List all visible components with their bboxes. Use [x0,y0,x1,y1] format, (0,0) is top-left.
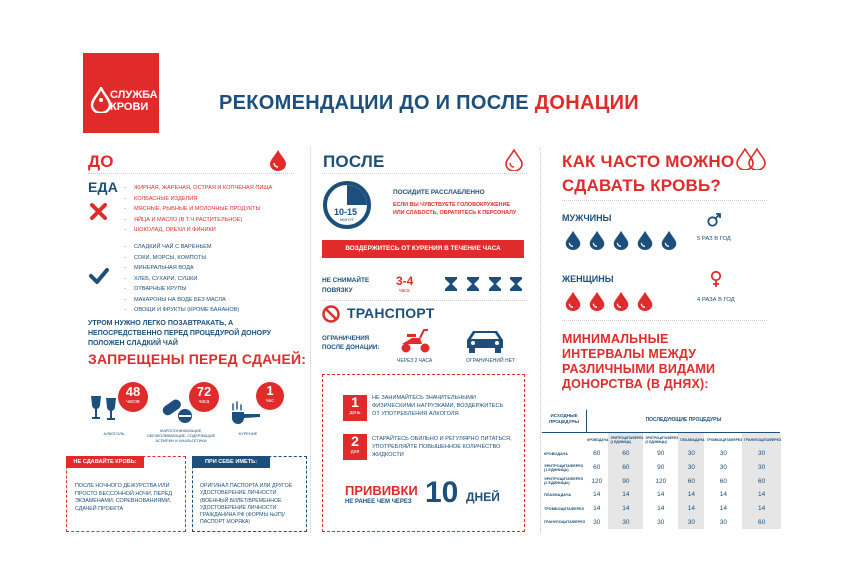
bandage-value: 3-4 [396,274,414,288]
table-cell: 120 [655,477,667,485]
table-cell: 14 [719,491,727,499]
day-2-badge [343,434,367,460]
table-cell: 14 [593,505,601,513]
timer-value: 10-15 [334,207,358,217]
forbidden-food-item: - МЯСНЫЕ, РЫБНЫЕ И МОЛОЧНЫЕ ПРОДУКТЫ [124,204,299,215]
alcohol-hours-unit: часов [126,399,140,405]
table-col-header: ПОСЛЕДУЮЩИЕ ПРОЦЕДУРЫ [645,417,722,423]
table-cell: 30 [608,515,643,529]
smoking-hours-value: 1 [266,383,274,398]
women-text: 4 РАЗА В ГОД [697,297,735,303]
table-cell: 30 [742,447,781,461]
before-divider [88,173,294,174]
women-label: ЖЕНЩИНЫ [562,274,614,284]
bring-heading: ПРИ СЕБЕ ИМЕТЬ: [192,456,270,468]
table-row-label: ТРОМБОЦИТАФЕРЕЗ [544,506,585,511]
car-label: ОГРАНИЧЕНИЙ НЕТ [466,358,515,364]
table-cell: 30 [719,464,727,472]
allowed-food-item: - ОВОЩИ И ФРУКТЫ (КРОМЕ БАНАНОВ) [124,305,299,316]
table-cell: 60 [719,477,727,485]
transport-restriction-label: ОГРАНИЧЕНИЯ ПОСЛЕ ДОНАЦИИ: [322,335,380,352]
table-row [542,474,781,488]
hourglass-row [443,276,523,297]
vaccines-unit: ДНЕЙ [466,490,500,504]
table-row [542,447,781,461]
blood-drop-icon [268,149,288,171]
blood-drop-icon [586,291,608,311]
blood-drop-icon [610,230,632,250]
timer-unit: МИНУТ [340,217,355,222]
table-cell: 30 [657,518,665,526]
painkillers-hours-unit: часа [198,399,210,405]
allowed-food-item: - ХЛЕБ, СУХАРИ, СУШКИ [124,274,299,285]
table-row [542,488,781,502]
allowed-food-item: - СЛАДКИЙ ЧАЙ С ВАРЕНЬЕМ [124,242,299,253]
forbidden-food-list [124,183,299,236]
table-cell: 30 [678,515,704,529]
table-head-row [542,433,781,447]
after-divider [322,173,527,174]
table-cell: 60 [593,450,601,458]
painkillers-badge [189,382,219,412]
table-row-label: ГРАНУЛОЦИТАФЕРЕЗ [544,520,586,525]
forbidden-food-item: - ЖИРНАЯ, ЖАРЕНАЯ, ОСТРАЯ И КОПЧЕНАЯ ПИЩА [124,183,299,194]
table-row [542,502,781,516]
table-cell: 30 [719,518,727,526]
column-divider-right [540,148,541,533]
page-title [219,92,639,115]
table-cell: 60 [742,515,781,529]
bring-text: ОРИГИНАЛ ПАСПОРТА ИЛИ ДРУГОЕ УДОСТОВЕРЕНИЕ ЛИЧНОСТИ (ВОЕННЫЙ БИЛЕТ/ВРЕМЕННОЕ УДОСТОВЕРЕНИЕ ЛИЧНОСТИ ГРАЖДАНИНА РФ (ФОРМЫ №2П)/ПАСПОРТ МОРЯКА) [200,483,293,526]
men-drops [562,230,682,255]
brand-name-line1: СЛУЖБА [110,89,158,101]
day-1-text: НЕ ЗАНИМАЙТЕСЬ ЗНАЧИТЕЛЬНЫМИ ФИЗИЧЕСКИМИ НАГРУЗКАМИ, ВОЗДЕРЖИТЕСЬ ОТ УПОТРЕБЛЕНИЯ АЛКОГОЛЯ [372,395,504,417]
allowed-food-list [124,242,299,316]
bring-box [192,456,307,532]
alcohol-badge [118,382,148,412]
table-row-label: КРОВОДАЧА [544,451,568,456]
logo-drop-icon [90,87,112,113]
smoking-badge [256,382,284,410]
intervals-table [542,410,780,529]
day-1-unit: день [349,410,361,416]
smoking-label: КУРЕНИЕ [238,431,258,436]
car-icon [464,326,506,354]
women-drops [562,291,658,316]
bandage-text: НЕ СНИМАЙТЕ ПОВЯЗКУ [322,277,370,294]
hourglass-icon [443,276,523,292]
table-cell: 30 [719,450,727,458]
allowed-food-item: - СОКИ, МОРСЫ, КОМПОТЫ [124,253,299,264]
men-text: 5 РАЗ В ГОД [697,236,731,242]
table-row-label: ЭРИТРОЦИТАФЕРЕЗ (1 ЕДИНИЦА) [544,463,584,472]
scooter-icon [398,328,432,354]
page-title-part2: ДОНАЦИИ [534,92,639,114]
smoking-restriction-bar: ВОЗДЕРЖИТЕСЬ ОТ КУРЕНИЯ В ТЕЧЕНИЕ ЧАСА [322,240,524,258]
table-cell: 14 [608,488,643,502]
vaccines-value: 10 [425,476,459,509]
blood-drop-outline-icon [504,149,524,171]
table-cell: 14 [593,491,601,499]
table-row [542,515,781,529]
table-col-label: ЭРИТРОЦИТАФЕРЕЗ (2 ЕДИНИЦЫ) [645,436,679,444]
intervals-divider [562,320,767,321]
table-cell: 14 [719,505,727,513]
day-2-num: 2 [351,433,359,449]
table-col-label: ТРОМБОЦИТАФЕРЕЗ [706,438,743,442]
wine-glasses-icon [88,393,122,423]
no-entry-icon [322,305,340,323]
male-icon [706,212,722,228]
table-body [542,447,781,529]
painkillers-hours-value: 72 [196,384,212,399]
transport-heading: ТРАНСПОРТ [347,305,435,321]
alcohol-label: АЛКОГОЛЬ [103,431,125,436]
transport-divider [322,300,527,301]
table-row-label: ПЛАЗМАДАЧА [544,492,572,497]
frequency-heading-line1: КАК ЧАСТО МОЖНО [562,152,735,171]
allowed-food-item: - МАКАРОНЫ НА ВОДЕ БЕЗ МАСЛА [124,295,299,306]
table-cell: 30 [678,461,704,475]
intervals-heading-line: ИНТЕРВАЛЫ МЕЖДУ [562,347,697,361]
double-drop-icon [735,148,767,170]
table-cell: 60 [678,474,704,488]
table-cell: 60 [608,461,643,475]
morning-note: УТРОМ НУЖНО ЛЕГКО ПОЗАВТРАКАТЬ, А НЕПОСРЕДСТВЕННО ПЕРЕД ПРОЦЕДУРОЙ ДОНОРУ ПОЛОЖЕН СЛАДКИЙ ЧАЙ [88,320,272,347]
intervals-heading [562,332,715,392]
allowed-food-item: - ОТВАРНЫЕ КРУПЫ [124,284,299,295]
food-heading: ЕДА [88,179,119,195]
table-cell: 60 [742,474,781,488]
dont-donate-box [66,456,186,532]
page-title-part1: РЕКОМЕНДАЦИИ ДО И ПОСЛЕ [219,92,529,114]
table-col-label: КРОВОДАЧА [587,438,609,442]
forbidden-food-item: - ШОКОЛАД, ОРЕХИ И ФИНИКИ [124,225,299,236]
day-1-badge [343,395,367,421]
table-cell: 30 [593,518,601,526]
vaccines-title: ПРИВИВКИ [345,483,418,498]
table-cell: 14 [657,491,665,499]
table-cell: 14 [742,502,781,516]
blood-drop-icon [562,230,584,250]
table-row [542,461,781,475]
table-cell: 14 [678,502,704,516]
blood-drop-icon [634,230,656,250]
dont-donate-text: ПОСЛЕ НОЧНОГО ДЕЖУРСТВА ИЛИ ПРОСТО БЕССОННОЙ НОЧИ, ПЕРЕД ЭКЗАМЕНАМИ, СОРЕВНОВАНИЯМИ, СДАЧЕЙ ПРОЕКТА [75,483,173,512]
table-cell: 14 [657,505,665,513]
brand-logo [83,53,159,133]
bandage-unit: часа [399,288,410,294]
blood-drop-icon [562,291,584,311]
table-cell: 60 [593,464,601,472]
day-2-unit: дня [350,449,360,455]
table-col-label: ГРАНУЛОЦИТАФЕРЕЗ [742,433,781,447]
alcohol-hours-value: 48 [125,384,141,399]
table-cell: 14 [678,488,704,502]
table-cell: 30 [678,447,704,461]
intervals-heading-line: ДОНОРСТВА (В ДНЯХ): [562,377,709,391]
table-row-header: ИСХОДНЫЕ ПРОЦЕДУРЫ [548,413,580,425]
intervals-heading-line: РАЗЛИЧНЫМИ ВИДАМИ [562,362,716,376]
table-cell: 90 [608,474,643,488]
painkillers-label: ЖАРОПОНИЖАЮЩИЕ, ОБЕЗБОЛИВАЮЩИЕ, СОДЕРЖАЩИЕ АСПИРИН И АНАЛЬГЕТИКИ [146,429,216,444]
column-divider-left [310,148,311,533]
table-cell: 90 [657,464,665,472]
day-2-text: СТАРАЙТЕСЬ ОБИЛЬНО И РЕГУЛЯРНО ПИТАТЬСЯ, УПОТРЕБЛЯЙТЕ ПОВЫШЕННОЕ КОЛИЧЕСТВО ЖИДКОСТИ [372,436,512,458]
table-cell: 120 [591,477,603,485]
table-cell: 60 [608,447,643,461]
table-row-label: ЭРИТРОЦИТАФЕРЕЗ (2 ЕДИНИЦЫ) [544,477,584,486]
table-cell: 90 [657,450,665,458]
intervals-heading-line: МИНИМАЛЬНЫЕ [562,332,669,346]
cross-icon [90,203,107,220]
table-cell: 14 [608,502,643,516]
female-icon [709,270,723,288]
forbidden-food-item: - ЯЙЦА И МАСЛО (В Т.Ч РАСТИТЕЛЬНОЕ) [124,215,299,226]
forbidden-food-item: - КОЛБАСНЫЕ ИЗДЕЛИЯ [124,194,299,205]
table-col-label: ЭРИТРОЦИТАФЕРЕЗ (1 ЕДИНИЦА) [608,433,643,447]
dont-donate-heading: НЕ СДАВАЙТЕ КРОВЬ: [66,456,144,468]
frequency-divider [562,200,767,201]
table-col-label: ПЛАЗМАДАЧА [678,433,704,447]
blood-drop-icon [610,291,632,311]
allowed-food-item: - МИНЕРАЛЬНАЯ ВОДА [124,263,299,274]
prohibited-heading: ЗАПРЕЩЕНЫ ПЕРЕД СДАЧЕЙ: [88,351,307,367]
before-heading: ДО [88,152,114,171]
check-icon [89,268,109,284]
smoking-hours-unit: час [266,398,274,404]
table-cell: 30 [742,461,781,475]
after-heading: ПОСЛЕ [323,152,385,171]
brand-name-line2: КРОВИ [110,101,149,113]
vaccines-subtitle: НЕ РАНЕЕ ЧЕМ ЧЕРЕЗ [345,499,412,505]
clock-icon [322,180,372,230]
men-label: МУЖЧИНЫ [562,213,612,223]
frequency-heading [562,150,734,198]
frequency-heading-line2: СДАВАТЬ КРОВЬ? [562,176,722,195]
rest-note: ЕСЛИ ВЫ ЧУВСТВУЕТЕ ГОЛОВОКРУЖЕНИЕ ИЛИ СЛАБОСТЬ, ОБРАТИТЕСЬ К ПЕРСОНАЛУ [393,202,517,216]
blood-drop-icon [586,230,608,250]
blood-drop-icon [634,291,656,311]
rest-title: ПОСИДИТЕ РАССЛАБЛЕННО [393,189,485,196]
scooter-label: ЧЕРЕЗ 2 ЧАСА [397,358,433,364]
table-cell: 14 [742,488,781,502]
intervals-grid [542,433,781,529]
blood-drop-icon [658,230,680,250]
day-1-num: 1 [351,394,359,410]
